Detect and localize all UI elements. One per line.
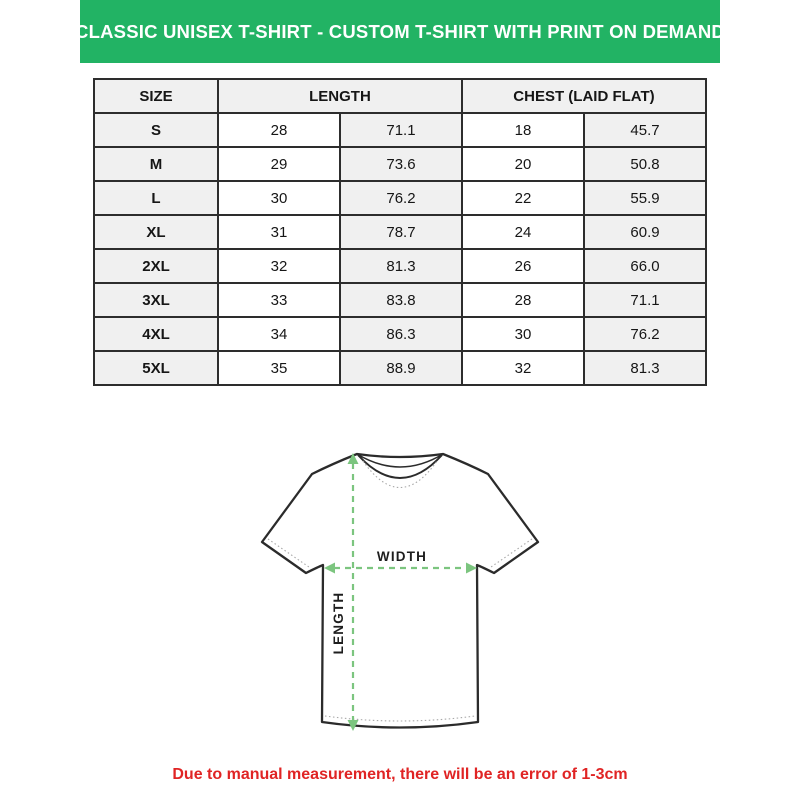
length-cm-cell: 86.3	[340, 317, 462, 351]
table-row	[94, 283, 706, 317]
chest-cm-cell: 81.3	[584, 351, 706, 385]
table-row	[94, 317, 706, 351]
length-cm-cell: 88.9	[340, 351, 462, 385]
chest-cm-cell: 45.7	[584, 113, 706, 147]
size-cell: 5XL	[94, 351, 218, 385]
length-cm-cell: 73.6	[340, 147, 462, 181]
table-row	[94, 181, 706, 215]
length-in-cell: 29	[218, 147, 340, 181]
length-cm-cell: 71.1	[340, 113, 462, 147]
chest-cm-cell: 71.1	[584, 283, 706, 317]
size-table	[93, 78, 707, 386]
chest-in-cell: 28	[462, 283, 584, 317]
length-in-cell: 33	[218, 283, 340, 317]
chest-cm-cell: 55.9	[584, 181, 706, 215]
chest-cm-cell: 66.0	[584, 249, 706, 283]
size-cell: 2XL	[94, 249, 218, 283]
chest-in-cell: 18	[462, 113, 584, 147]
length-label: LENGTH	[331, 591, 346, 655]
header-chest: CHEST (LAID FLAT)	[462, 79, 706, 113]
size-cell: XL	[94, 215, 218, 249]
size-cell: M	[94, 147, 218, 181]
length-cm-cell: 81.3	[340, 249, 462, 283]
chest-in-cell: 32	[462, 351, 584, 385]
table-row	[94, 351, 706, 385]
table-row	[94, 249, 706, 283]
chest-cm-cell: 76.2	[584, 317, 706, 351]
length-in-cell: 32	[218, 249, 340, 283]
chest-in-cell: 26	[462, 249, 584, 283]
length-in-cell: 35	[218, 351, 340, 385]
length-in-cell: 30	[218, 181, 340, 215]
tshirt-outline	[262, 454, 538, 728]
chest-in-cell: 30	[462, 317, 584, 351]
chest-in-cell: 20	[462, 147, 584, 181]
page-title: CLASSIC UNISEX T-SHIRT - CUSTOM T-SHIRT WITH PRINT ON DEMAND	[75, 20, 725, 42]
chest-cm-cell: 60.9	[584, 215, 706, 249]
header-size: SIZE	[94, 79, 218, 113]
length-in-cell: 34	[218, 317, 340, 351]
size-cell: S	[94, 113, 218, 147]
table-row	[94, 113, 706, 147]
tshirt-measurement-diagram	[250, 440, 550, 740]
measurement-error-note: Due to manual measurement, there will be an error of 1-3cm	[172, 766, 628, 783]
header-length: LENGTH	[218, 79, 462, 113]
chest-in-cell: 22	[462, 181, 584, 215]
table-row	[94, 147, 706, 181]
length-in-cell: 28	[218, 113, 340, 147]
length-cm-cell: 76.2	[340, 181, 462, 215]
size-cell: L	[94, 181, 218, 215]
chest-cm-cell: 50.8	[584, 147, 706, 181]
table-header-row	[94, 79, 706, 113]
chest-in-cell: 24	[462, 215, 584, 249]
tshirt-illustration	[250, 440, 550, 740]
length-in-cell: 31	[218, 215, 340, 249]
size-cell: 3XL	[94, 283, 218, 317]
table-row	[94, 215, 706, 249]
length-cm-cell: 83.8	[340, 283, 462, 317]
title-banner	[75, 0, 725, 63]
length-cm-cell: 78.7	[340, 215, 462, 249]
width-label: WIDTH	[376, 549, 428, 564]
size-cell: 4XL	[94, 317, 218, 351]
